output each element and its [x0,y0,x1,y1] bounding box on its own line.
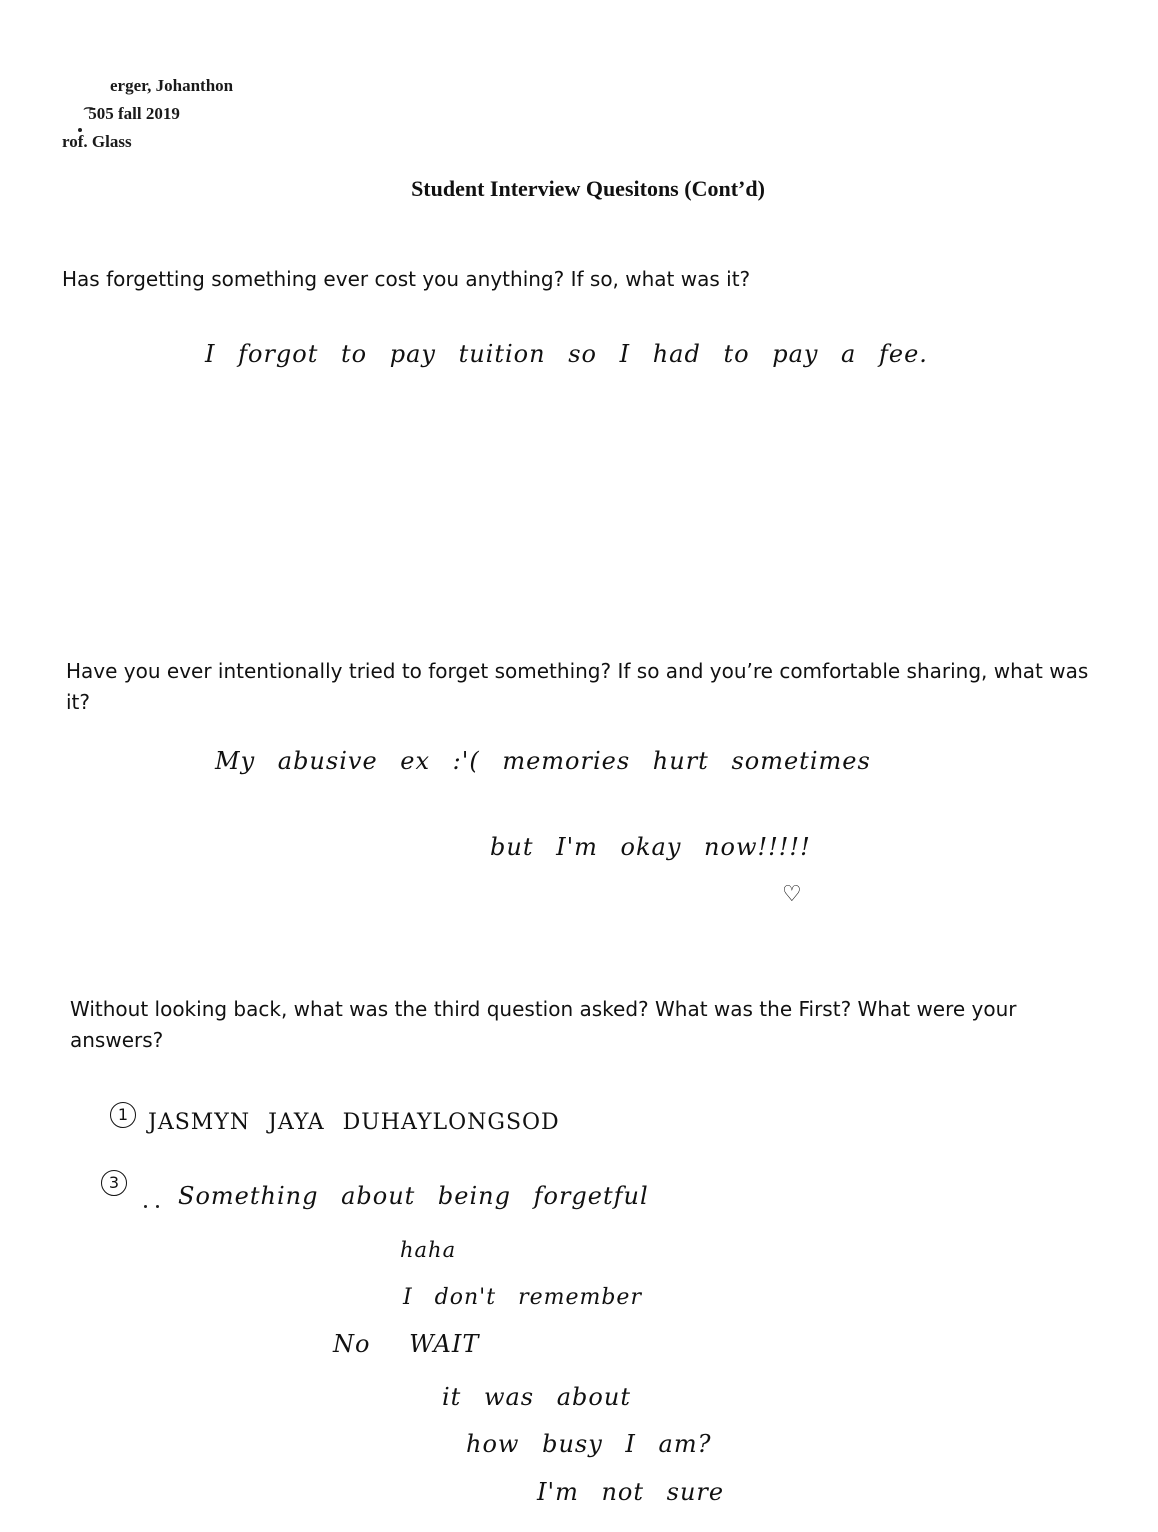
professor-name: rof. Glass [62,132,132,151]
student-name: erger, Johanthon [110,76,234,95]
answer-3-item-1: JASMYN JAYA DUHAYLONGSOD [148,1110,560,1135]
answer-2-line-2: but I'm okay now!!!!! [490,833,811,861]
answer-3-line-it-was-about: it was about [442,1383,631,1411]
page-title: Student Interview Quesitons (Cont’d) [411,176,765,201]
circled-number-1: 1 [110,1102,136,1128]
ellipsis-dot [156,1205,159,1208]
answer-3-line-how-busy: how busy I am? [466,1430,712,1458]
ellipsis-dot [144,1205,147,1208]
question-3: Without looking back, what was the third question asked? What was the First? What were your answers? [70,997,1017,1052]
question-2: Have you ever intentionally tried to forget something? If so and you’re comfortable sharing, what was it? [66,659,1089,714]
answer-3-line-no-wait: No WAIT [333,1330,480,1358]
question-1: Has forgetting something ever cost you anything? If so, what was it? [62,267,751,291]
course-term: ͡ 505 fall 2019 [84,104,180,123]
answer-3-item-2: Something about being forgetful [178,1182,649,1210]
answer-2-line-1: My abusive ex :'( memories hurt sometimes [215,747,871,775]
answer-3-line-haha: haha [400,1238,457,1262]
answer-3-line-not-sure: I'm not sure [537,1478,725,1506]
answer-3-line-remember: I don't remember [403,1285,642,1310]
circled-number-3: 3 [101,1170,127,1196]
answer-1-line-1: I forgot to pay tuition so I had to pay a fee. [205,340,928,368]
heart-icon: ♡ [782,882,802,907]
